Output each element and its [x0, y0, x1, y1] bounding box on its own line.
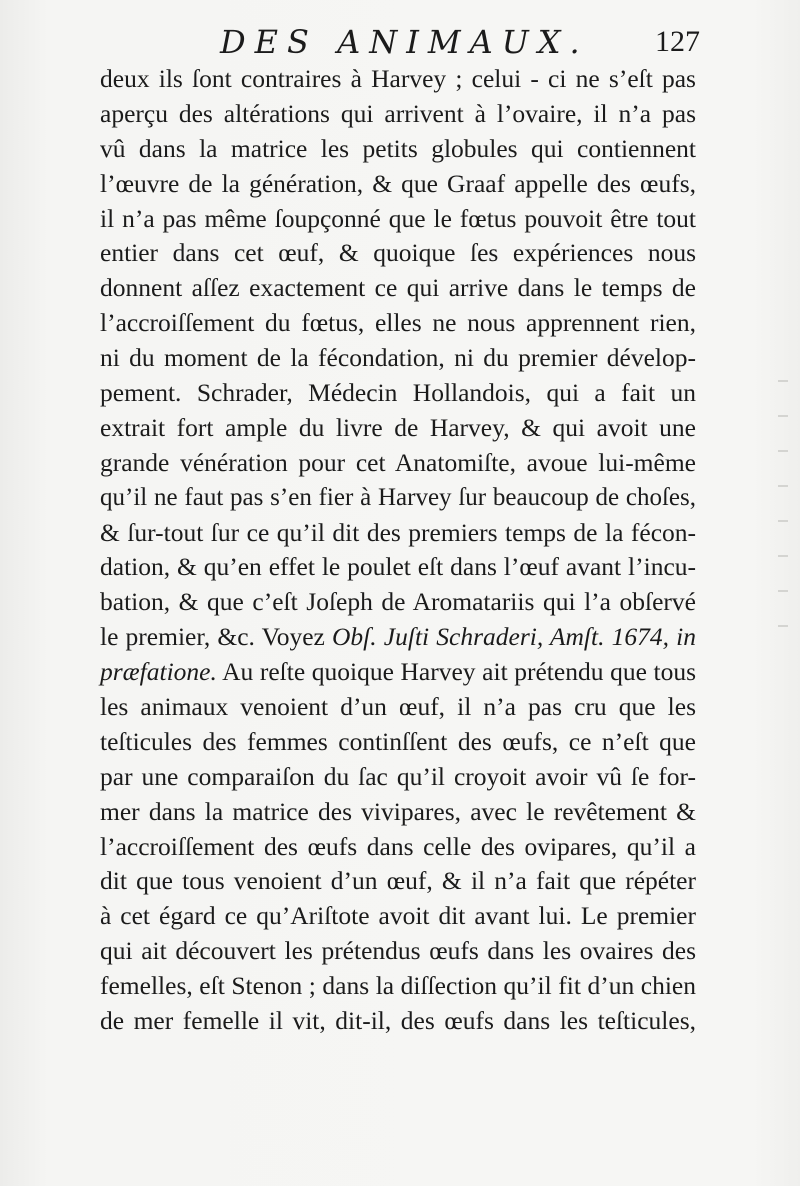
text-line: bation, & que c’eſt Joſeph de Aromatariis qui l’a obſervé: [100, 587, 696, 617]
edge-mark: [778, 485, 788, 487]
text-span: le premier, &c. Voyez: [100, 622, 333, 652]
text-line-citation: [100, 620, 696, 655]
text-line: à cet égard ce qu’Ariſtote avoit dit avant lui. Le premier: [100, 901, 696, 931]
text-line: donnent aſſez exactement ce qui arrive dans le temps de: [100, 273, 696, 303]
text-line: deux ils ſont contraires à Harvey ; celui - ci ne s’eſt pas: [100, 64, 696, 93]
page-edge-marks: [778, 380, 792, 880]
edge-mark: [778, 625, 788, 627]
text-line: teſticules des femmes continſſent des œufs, ce n’eſt que: [100, 726, 696, 756]
text-line: & ſur-tout ſur ce qu’il dit des premiers temps de la fécon-: [100, 517, 696, 547]
text-line: par une comparaiſon du ſac qu’il croyoit avoir vû ſe for-: [100, 761, 696, 791]
text-line: les animaux venoient d’un œuf, il n’a pas cru que les: [100, 692, 696, 722]
text-line: mer dans la matrice des vivipares, avec le revêtement &: [100, 796, 696, 826]
text-line: l’œuvre de la génération, & que Graaf appelle des œufs,: [100, 168, 696, 198]
text-line: qui ait découvert les prétendus œufs dans les ovaires des: [100, 936, 696, 966]
edge-mark: [778, 590, 788, 592]
text-line: l’accroiſſement des œufs dans celle des ovipares, qu’il a: [100, 831, 696, 861]
edge-mark: [778, 380, 788, 382]
text-span: Au reſte quoique Harvey ait prétendu que tous: [216, 657, 696, 687]
text-line: entier dans cet œuf, & quoique ſes expériences nous: [100, 238, 696, 268]
edge-mark: [778, 555, 788, 557]
text-line: pement. Schrader, Médecin Hollandois, qui a fait un: [100, 378, 696, 408]
text-line: dation, & qu’en effet le poulet eſt dans l’œuf avant l’incu-: [100, 552, 696, 582]
text-line-citation: [100, 655, 696, 690]
text-line: il n’a pas même ſoupçonné que le fœtus pouvoit être tout: [100, 203, 696, 233]
text-line: femelles, eſt Stenon ; dans la diſſection qu’il fit d’un chien: [100, 971, 696, 1001]
text-line: de mer femelle il vit, dit-il, des œufs dans les teſticules,: [100, 1006, 696, 1036]
edge-mark: [778, 520, 788, 522]
text-line: l’accroiſſement du fœtus, elles ne nous apprennent rien,: [100, 308, 696, 338]
text-line: qu’il ne faut pas s’en fier à Harvey ſur beaucoup de choſes,: [100, 483, 696, 511]
text-line: grande vénération pour cet Anatomiſte, avoue lui-même: [100, 447, 696, 477]
citation-italic: Obſ. Juſti Schraderi, Amſt. 1674, in: [332, 622, 696, 652]
text-line: dit que tous venoient d’un œuf, & il n’a fait que répéter: [100, 866, 696, 896]
text-line: extrait fort ample du livre de Harvey, & qui avoit une: [100, 412, 696, 442]
running-title: DES ANIMAUX.: [220, 23, 589, 61]
edge-mark: [778, 450, 788, 452]
edge-mark: [778, 415, 788, 417]
citation-italic: præfatione.: [100, 657, 217, 687]
text-line: ni du moment de la fécondation, ni du premier dévelop-: [100, 343, 696, 373]
text-line: aperçu des altérations qui arrivent à l’ovaire, il n’a pas: [100, 98, 696, 128]
page-number: 127: [655, 25, 700, 58]
body-text: [100, 62, 696, 1039]
page-header: [100, 22, 700, 62]
text-line: vû dans la matrice les petits globules qui contiennent: [100, 133, 696, 163]
